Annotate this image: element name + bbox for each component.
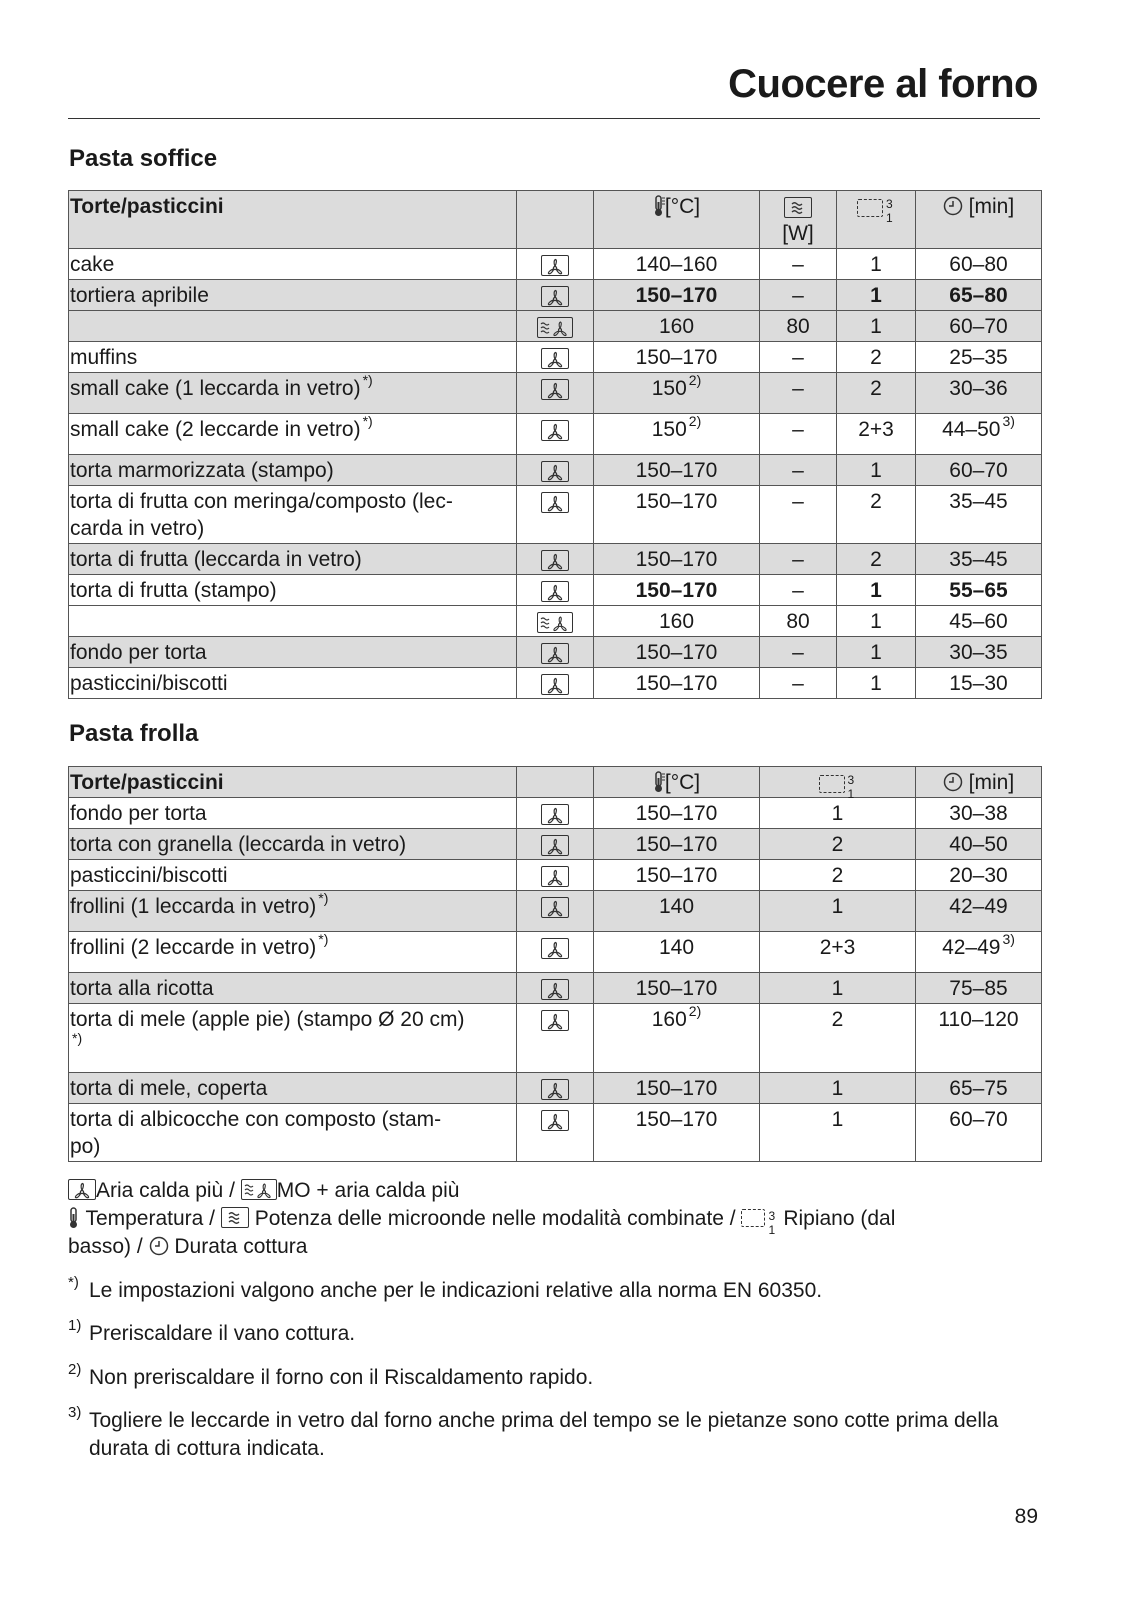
- baking-table-pasta-frolla: [68, 766, 1042, 1162]
- row-temperature: 150–170: [594, 280, 760, 311]
- row-mode: [517, 544, 594, 575]
- clock-icon: [943, 195, 963, 218]
- row-shelf: 2: [760, 1004, 916, 1073]
- fan-heat-icon: [541, 581, 569, 602]
- fan-heat-icon: [541, 492, 569, 513]
- shelf-level-icon: 3 1: [819, 771, 857, 795]
- row-shelf: 1: [760, 973, 916, 1004]
- microwave-fan-icon: [537, 317, 573, 338]
- fan-heat-icon: [541, 804, 569, 825]
- table-row: [69, 575, 1042, 606]
- row-time: 30–36: [916, 373, 1042, 414]
- row-label: torta marmorizzata (stampo): [69, 455, 517, 486]
- row-shelf: 1: [760, 1073, 916, 1104]
- row-temperature: 150–170: [594, 798, 760, 829]
- fan-heat-icon: [541, 674, 569, 695]
- row-label: [69, 606, 517, 637]
- fan-heat-icon: [541, 643, 569, 664]
- row-time: 60–70: [916, 1104, 1042, 1162]
- row-label: torta di albicocche con composto (stam- po): [69, 1104, 517, 1162]
- row-mode: [517, 891, 594, 932]
- row-temperature: 150 $^{2)}$: [594, 414, 760, 455]
- row-shelf: 1: [837, 668, 916, 699]
- table-row: [69, 342, 1042, 373]
- fan-heat-icon: [541, 897, 569, 918]
- microwave-fan-icon: [537, 612, 573, 633]
- row-label: [69, 311, 517, 342]
- row-label: frollini (2 leccarde in vetro) *): [69, 932, 517, 973]
- fan-heat-icon: [541, 979, 569, 1000]
- table-row: [69, 455, 1042, 486]
- col-header-temperature: [°C]: [594, 767, 760, 798]
- row-time: 30–38: [916, 798, 1042, 829]
- col-header-shelf: [760, 767, 916, 802]
- footnote-2: 1) Preriscaldare il vano cottura.: [68, 1317, 356, 1345]
- row-time: 60–70: [916, 311, 1042, 342]
- table-row: [69, 1004, 1042, 1073]
- legend-line-2: Temperatura / Potenza delle microonde nelle modalità combinate / 3 1 Ripiano (dal: [68, 1205, 895, 1233]
- row-power: –: [760, 280, 837, 311]
- page-number: 89: [1014, 1505, 1038, 1528]
- row-shelf: 2: [837, 486, 916, 544]
- row-shelf: 1: [760, 1104, 916, 1162]
- row-mode: [517, 637, 594, 668]
- row-label: torta con granella (leccarda in vetro): [69, 829, 517, 860]
- col-header-temperature: [°C]: [594, 191, 760, 249]
- fan-heat-icon: [541, 286, 569, 307]
- row-mode: [517, 249, 594, 280]
- microwave-power-icon: [221, 1207, 249, 1228]
- legend-line-1: Aria calda più / MO + aria calda più: [68, 1177, 895, 1205]
- title-divider: [68, 118, 1040, 119]
- row-mode: [517, 1004, 594, 1073]
- row-label: pasticcini/biscotti: [69, 668, 517, 699]
- row-time: 60–80: [916, 249, 1042, 280]
- row-power: 80: [760, 311, 837, 342]
- fan-heat-icon: [541, 461, 569, 482]
- row-label: torta alla ricotta: [69, 973, 517, 1004]
- row-mode: [517, 798, 594, 829]
- row-temperature: 160: [594, 606, 760, 637]
- fan-heat-icon: [541, 348, 569, 369]
- row-power: –: [760, 637, 837, 668]
- row-time: 60–70: [916, 455, 1042, 486]
- col-header-time: [min]: [916, 191, 1042, 249]
- row-time: 44–50 $^{3)}$: [916, 414, 1042, 455]
- table-row: [69, 668, 1042, 699]
- row-time: 42–49 $^{3)}$: [916, 932, 1042, 973]
- footnote-4: 3) Togliere le leccarde in vetro dal forno anche prima del tempo se le pietanze sono cotte prima della durata di cottura indicata.: [68, 1404, 999, 1460]
- table-row: [69, 829, 1042, 860]
- table-row: [69, 637, 1042, 668]
- row-mode: [517, 311, 594, 342]
- row-mode: [517, 414, 594, 455]
- row-mode: [517, 455, 594, 486]
- col-header-item: Torte/pasticcini: [69, 767, 517, 798]
- table-row: [69, 311, 1042, 342]
- row-power: –: [760, 414, 837, 455]
- fan-heat-icon: [541, 1010, 569, 1031]
- shelf-level-icon: 3 1: [857, 195, 895, 219]
- row-label: cake: [69, 249, 517, 280]
- row-power: –: [760, 373, 837, 414]
- row-mode: [517, 1104, 594, 1162]
- row-mode: [517, 373, 594, 414]
- row-mode: [517, 973, 594, 1004]
- baking-table-pasta-soffice: [68, 190, 1042, 699]
- row-power: –: [760, 455, 837, 486]
- row-temperature: 150–170: [594, 455, 760, 486]
- section-heading-pasta-soffice: Pasta soffice: [69, 145, 218, 172]
- row-temperature: 140–160: [594, 249, 760, 280]
- row-shelf: 2: [837, 544, 916, 575]
- row-power: –: [760, 668, 837, 699]
- col-header-time: [min]: [916, 767, 1042, 798]
- row-time: 110–120: [916, 1004, 1042, 1073]
- row-mode: [517, 1073, 594, 1104]
- table-row: [69, 891, 1042, 932]
- row-temperature: 150–170: [594, 860, 760, 891]
- microwave-power-icon: [784, 197, 812, 218]
- row-time: 65–80: [916, 280, 1042, 311]
- row-time: 20–30: [916, 860, 1042, 891]
- row-time: 30–35: [916, 637, 1042, 668]
- row-shelf: 1: [760, 798, 916, 829]
- row-label: fondo per torta: [69, 798, 517, 829]
- row-power: –: [760, 342, 837, 373]
- col-header-power: [W]: [760, 191, 837, 249]
- table-row: [69, 414, 1042, 455]
- legend: [68, 1177, 895, 1261]
- table-header-row: [69, 767, 1042, 798]
- row-label: torta di mele (apple pie) (stampo Ø 20 cm) *): [69, 1004, 517, 1073]
- table-header-row: [69, 191, 1042, 249]
- legend-line-3: basso) / Durata cottura: [68, 1235, 308, 1258]
- table-row: [69, 606, 1042, 637]
- table-row: [69, 544, 1042, 575]
- row-temperature: 150–170: [594, 973, 760, 1004]
- shelf-level-icon: 3 1: [741, 1206, 777, 1230]
- row-mode: [517, 606, 594, 637]
- row-shelf: 2: [837, 373, 916, 414]
- row-shelf: 1: [837, 575, 916, 606]
- table-row: [69, 798, 1042, 829]
- row-shelf: 1: [760, 891, 916, 932]
- col-header-shelf: [837, 191, 916, 249]
- row-shelf: 2: [837, 342, 916, 373]
- fan-heat-icon: [541, 420, 569, 441]
- row-label: small cake (2 leccarde in vetro) *): [69, 414, 517, 455]
- row-shelf: 2+3: [837, 414, 916, 455]
- row-power: –: [760, 575, 837, 606]
- table-row: [69, 932, 1042, 973]
- row-mode: [517, 575, 594, 606]
- thermometer-icon: [653, 195, 665, 218]
- row-power: –: [760, 486, 837, 544]
- row-power: –: [760, 249, 837, 280]
- row-label: fondo per torta: [69, 637, 517, 668]
- row-label: small cake (1 leccarda in vetro) *): [69, 373, 517, 414]
- fan-heat-icon: [68, 1179, 96, 1200]
- row-shelf: 1: [837, 637, 916, 668]
- row-temperature: 150–170: [594, 342, 760, 373]
- row-mode: [517, 668, 594, 699]
- table-row: [69, 1073, 1042, 1104]
- row-temperature: 150–170: [594, 575, 760, 606]
- section-heading-pasta-frolla: Pasta frolla: [69, 720, 199, 747]
- row-time: 55–65: [916, 575, 1042, 606]
- col-header-mode: [517, 767, 594, 798]
- row-shelf: 1: [837, 311, 916, 342]
- thermometer-icon: [68, 1207, 80, 1230]
- row-mode: [517, 342, 594, 373]
- row-shelf: 2: [760, 860, 916, 891]
- row-time: 40–50: [916, 829, 1042, 860]
- microwave-fan-icon: [241, 1179, 277, 1200]
- footnote-1: *) Le impostazioni valgono anche per le indicazioni relative alla norma EN 60350.: [68, 1274, 823, 1302]
- fan-heat-icon: [541, 1079, 569, 1100]
- table-row: [69, 860, 1042, 891]
- fan-heat-icon: [541, 938, 569, 959]
- row-label: torta di frutta (stampo): [69, 575, 517, 606]
- row-time: 35–45: [916, 544, 1042, 575]
- row-temperature: 150–170: [594, 637, 760, 668]
- footnote-3: 2) Non preriscaldare il forno con il Riscaldamento rapido.: [68, 1361, 594, 1389]
- row-label: frollini (1 leccarda in vetro) *): [69, 891, 517, 932]
- page-title: Cuocere al forno: [728, 62, 1038, 106]
- row-time: 45–60: [916, 606, 1042, 637]
- row-mode: [517, 829, 594, 860]
- row-time: 42–49: [916, 891, 1042, 932]
- col-header-mode: [517, 191, 594, 249]
- row-label: muffins: [69, 342, 517, 373]
- clock-icon: [943, 771, 963, 794]
- row-time: 25–35: [916, 342, 1042, 373]
- row-temperature: 160: [594, 311, 760, 342]
- fan-heat-icon: [541, 550, 569, 571]
- row-temperature: 150–170: [594, 544, 760, 575]
- row-shelf: 1: [837, 455, 916, 486]
- row-shelf: 2+3: [760, 932, 916, 973]
- row-shelf: 1: [837, 280, 916, 311]
- col-header-item: Torte/pasticcini: [69, 191, 517, 249]
- table-row: [69, 973, 1042, 1004]
- row-power: 80: [760, 606, 837, 637]
- row-label: torta di frutta (leccarda in vetro): [69, 544, 517, 575]
- fan-heat-icon: [541, 379, 569, 400]
- row-shelf: 2: [760, 829, 916, 860]
- clock-icon: [149, 1235, 169, 1258]
- table-row: [69, 280, 1042, 311]
- row-label: torta di mele, coperta: [69, 1073, 517, 1104]
- row-temperature: 150 $^{2)}$: [594, 373, 760, 414]
- row-time: 15–30: [916, 668, 1042, 699]
- row-shelf: 1: [837, 249, 916, 280]
- thermometer-icon: [653, 771, 665, 794]
- row-temperature: 140: [594, 932, 760, 973]
- row-label: tortiera apribile: [69, 280, 517, 311]
- row-mode: [517, 860, 594, 891]
- row-temperature: 150–170: [594, 486, 760, 544]
- row-mode: [517, 280, 594, 311]
- row-temperature: 150–170: [594, 1073, 760, 1104]
- table-row: [69, 486, 1042, 544]
- row-temperature: 160 $^{2)}$: [594, 1004, 760, 1073]
- row-temperature: 150–170: [594, 829, 760, 860]
- table-row: [69, 373, 1042, 414]
- row-power: –: [760, 544, 837, 575]
- row-time: 35–45: [916, 486, 1042, 544]
- fan-heat-icon: [541, 255, 569, 276]
- row-shelf: 1: [837, 606, 916, 637]
- fan-heat-icon: [541, 1110, 569, 1131]
- table-row: [69, 1104, 1042, 1162]
- row-temperature: 150–170: [594, 1104, 760, 1162]
- fan-heat-icon: [541, 835, 569, 856]
- row-label: torta di frutta con meringa/composto (lec- carda in vetro): [69, 486, 517, 544]
- row-mode: [517, 932, 594, 973]
- row-time: 65–75: [916, 1073, 1042, 1104]
- row-time: 75–85: [916, 973, 1042, 1004]
- fan-heat-icon: [541, 866, 569, 887]
- row-temperature: 150–170: [594, 668, 760, 699]
- row-mode: [517, 486, 594, 544]
- table-row: [69, 249, 1042, 280]
- row-label: pasticcini/biscotti: [69, 860, 517, 891]
- row-temperature: 140: [594, 891, 760, 932]
